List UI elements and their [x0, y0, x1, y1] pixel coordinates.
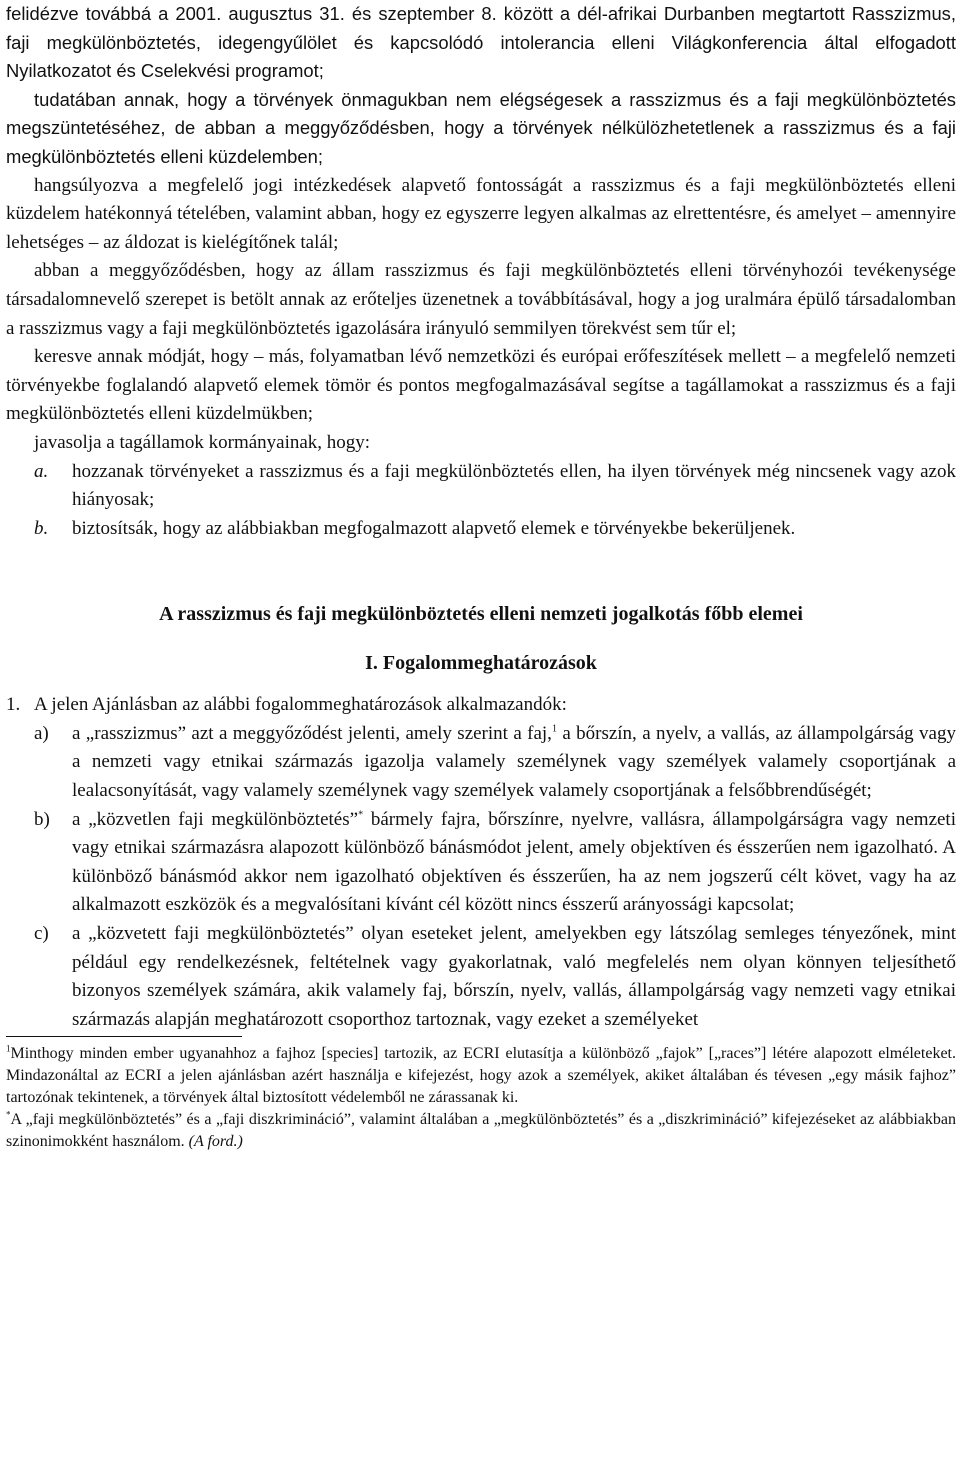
preamble-paragraph-convinced: abban a meggyőződésben, hogy az állam rasszizmus és faji megkülönböztetés elleni törvényhozói tevékenysége társadalomnevelő szerepet is betölt annak az erőteljes üzenetnek a továbbításával, hogy a jog uralmára épülő társadalomban a rasszizmus vagy a faji megkülönböztetés igazolására irányuló semmilyen törekvést sem tűr el; [6, 260, 956, 339]
definition-racism [6, 720, 956, 806]
clause-number: 1. [6, 694, 21, 716]
definition-text-rest: bármely fajra, bőrszínre, nyelvre, vallásra, állampolgárságra vagy nemzeti vagy etnikai származásra alapozott különböző bánásmódot jelent, amely objektíven és ésszerűen nem igazolható. A különböző bánásmód akkor nem igazolható objektíven és ésszerűen, ha az nem jogszerű célt követ, vagy ha az alkalmazott eszközök és a megvalósítani kívánt cél között nincs ésszerű arányossági kapcsolat; [72, 808, 956, 916]
preamble-paragraph-recalling: felidézve továbbá a 2001. augusztus 31. és szeptember 8. között a dél-afrikai Durbanben megtartott Rasszizmus, faji megkülönböztetés, idegengyűlölet és kapcsolódó intolerancia elleni Világkonferencia által elfogadott Nyilatkozatot és Cselekvési programot; [6, 3, 956, 82]
definition-text [72, 720, 956, 806]
definition-text-start: a „rasszizmus” azt a meggyőződést jelenti, amely szerint a faj, [72, 722, 552, 744]
definition-text-rest: a bőrszín, a nyelv, a vallás, az állampolgárság vagy a nemzeti vagy etnikai származás igazolja valamely személynek vagy személyek valamely csoportjának a lealacsonyítását, vagy valamely személynek vagy személyek valamely csoportjának a felsőbbrendűségét; [72, 722, 956, 802]
item-text: hozzanak törvényeket a rasszizmus és a faji megkülönböztetés ellen, ha ilyen törvények még nincsenek vagy azok hiányosak; [72, 460, 956, 511]
definition-marker: b) [34, 808, 50, 830]
document-page [6, 0, 956, 1153]
recommendation-item-b [6, 515, 956, 544]
definition-clause-1 [6, 691, 956, 720]
definition-text-start: a „közvetlen faji megkülönböztetés” [72, 808, 359, 830]
footnote-translator [6, 1109, 956, 1153]
definition-indirect-discrimination [6, 920, 956, 1034]
definition-marker: a) [34, 722, 49, 744]
footnote-reference: 1 [551, 723, 557, 735]
footnote-marker: 1 [6, 1044, 11, 1055]
item-marker: b. [34, 517, 49, 539]
footnote-text: Minthogy minden ember ugyanahhoz a fajhoz [species] tartozik, az ECRI elutasítja a különböző „fajok” [„races”] létére alapozott elméleteket. Mindazonáltal az ECRI a jelen ajánlásban azért használja e kifejezést, hogy azok a személyek, akiket általában és tévesen „egy másik fajhoz” tartozónak tekintenek, a törvények által biztosított védelemből ne zárassanak ki. [6, 1045, 956, 1107]
definition-text: a „közvetett faji megkülönböztetés” olyan eseteket jelent, amelyekben egy látszólag semleges tényezőnek, mint például egy rendelkezésnek, feltételnek vagy gyakorlatnak, való megfelelés nem olyan könnyen teljesíthető bizonyos személyek számára, akik valamely faj, bőrszín, nyelv, vallás, állampolgárság vagy nemzeti vagy etnikai származás alapján meghatározott csoporthoz tartoznak, vagy ezeket a személyeket [72, 923, 956, 1030]
clause-intro: A jelen Ajánlásban az alábbi fogalommeghatározások alkalmazandók: [34, 694, 567, 716]
preamble-paragraph-recommends: javasolja a tagállamok kormányainak, hogy: [34, 431, 371, 453]
definition-direct-discrimination [6, 806, 956, 920]
preamble-paragraph-seeking: keresve annak módját, hogy – más, folyamatban lévő nemzetközi és európai erőfeszítések mellett – a megfelelő nemzeti törvényekbe foglalandó alapvető elemek tömör és pontos megfogalmazásával segítse a tagállamokat a rasszizmus és a faji megkülönböztetés elleni küzdelmükben; [6, 346, 956, 425]
footnote-1 [6, 1043, 956, 1109]
main-heading: A rasszizmus és faji megkülönböztetés elleni nemzeti jogalkotás főbb elemei [159, 603, 803, 626]
footnote-separator [6, 1036, 242, 1037]
footnote-reference: * [358, 809, 364, 821]
footnote-marker: * [6, 1110, 11, 1121]
item-text: biztosítsák, hogy az alábbiakban megfogalmazott alapvető elemek e törvényekbe bekerüljenek. [72, 517, 796, 539]
recommendation-item-a [6, 458, 956, 515]
item-marker: a. [34, 460, 49, 482]
preamble-paragraph-aware: tudatában annak, hogy a törvények önmagukban nem elégségesek a rasszizmus és a faji megkülönböztetés megszüntetéséhez, de abban a meggyőződésben, hogy a törvények nélkülözhetetlenek a rasszizmus és a faji megkülönböztetés elleni küzdelemben; [6, 88, 956, 167]
footnote-text: A „faji megkülönböztetés” és a „faji diszkrimináció”, valamint általában a „megkülönböztetés” és a „diszkrimináció” kifejezéseket az alábbiakban szinonimokként használom. [6, 1111, 956, 1151]
definition-marker: c) [34, 923, 49, 945]
section-heading: I. Fogalommeghatározások [365, 652, 597, 675]
translator-note: (A ford.) [184, 1133, 243, 1151]
definition-text [72, 806, 956, 920]
preamble-paragraph-stressing: hangsúlyozva a megfelelő jogi intézkedések alapvető fontosságát a rasszizmus és a faji megkülönböztetés elleni küzdelem hatékonnyá tételében, valamint abban, hogy ez egyszerre legyen alkalmas az elrettentésre, és amelyet – amennyire lehetséges – az áldozat is kielégítőnek talál; [6, 174, 956, 253]
